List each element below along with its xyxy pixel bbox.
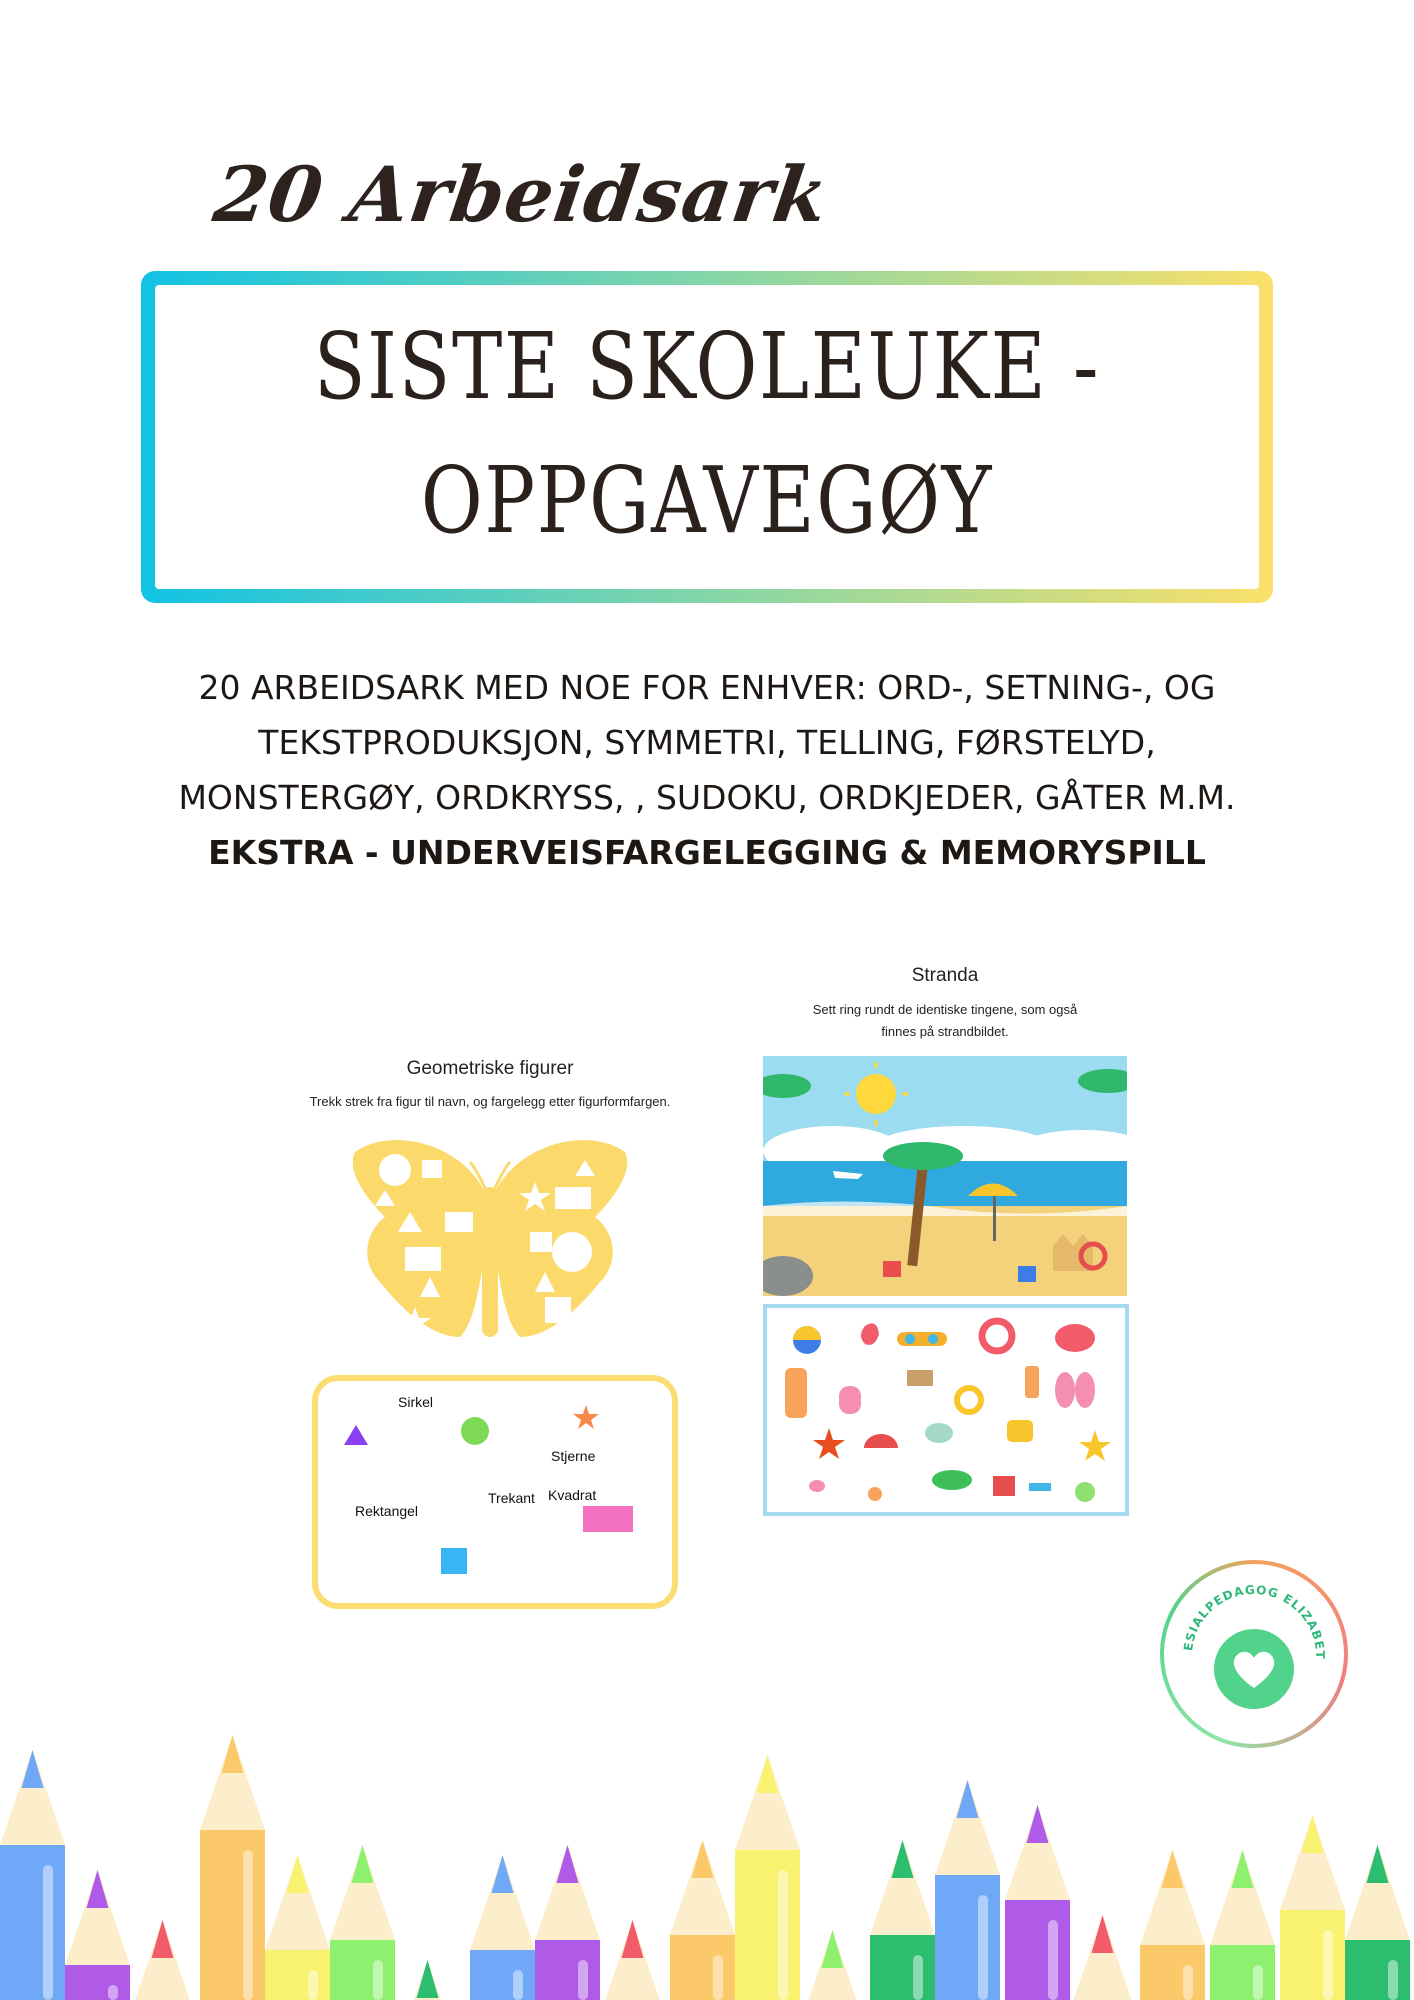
circle-shape [461, 1417, 489, 1445]
pencil [600, 1920, 665, 2000]
pencil [330, 1845, 395, 2000]
pencil [1005, 1805, 1070, 2000]
description-line-2: TEKSTPRODUKSJON, SYMMETRI, TELLING, FØRSTELYD, [258, 723, 1156, 762]
pencil [870, 1840, 935, 2000]
pencil [0, 1750, 65, 2000]
geometry-title: Geometriske figurer [406, 1058, 574, 1079]
label-rektangel: Rektangel [355, 1503, 419, 1519]
title-frame [141, 271, 1273, 603]
pencil [130, 1920, 195, 2000]
pencil [200, 1735, 265, 2000]
beach-objects-panel [763, 1304, 1129, 1516]
beach-scene [763, 1056, 1127, 1296]
description-line-3: MONSTERGØY, ORDKRYSS, , SUDOKU, ORDKJEDER, GÅTER M.M. [178, 778, 1236, 817]
description-line-1: 20 ARBEIDSARK MED NOE FOR ENHVER: ORD-, SETNING-, OG [198, 668, 1216, 707]
pencil [1345, 1845, 1410, 2000]
star-shape [573, 1405, 599, 1429]
label-kvadrat: Kvadrat [548, 1487, 597, 1503]
pencil [1140, 1850, 1205, 2000]
cover-subtitle: 20 Arbeidsark [208, 150, 834, 239]
square-shape [441, 1548, 467, 1574]
pencil [65, 1870, 130, 2000]
label-trekant: Trekant [488, 1490, 535, 1506]
beach-title: Stranda [911, 965, 979, 986]
beach-instruction-line-1: Sett ring rundt de identiske tingene, som også [812, 1002, 1078, 1017]
triangle-shape [344, 1425, 368, 1445]
logo-text: ESIALPEDAGOG ELIZABET [1181, 1582, 1328, 1660]
title-panel [155, 285, 1259, 589]
butterfly-illustration [350, 1132, 630, 1347]
pencil [535, 1845, 600, 2000]
rectangle-shape [583, 1506, 633, 1532]
pencil-border [0, 1630, 1414, 2000]
pencil [735, 1755, 800, 2000]
pencil [395, 1960, 460, 2000]
pencil [1070, 1915, 1135, 2000]
label-stjerne: Stjerne [551, 1448, 596, 1464]
beach-instruction-line-2: finnes på strandbildet. [881, 1024, 1009, 1039]
pencil [470, 1855, 535, 2000]
title-line-1: SISTE SKOLEUKE - [313, 313, 1101, 420]
shape-matching-box [312, 1375, 678, 1609]
pencil [1210, 1850, 1275, 2000]
pencil [670, 1840, 735, 2000]
pencil [800, 1930, 865, 2000]
geometry-instruction: Trekk strek fra figur til navn, og fargelegg etter figurformfargen. [309, 1094, 671, 1109]
description-bold-line: EKSTRA - UNDERVEISFARGELEGGING & MEMORYSPILL [208, 833, 1206, 872]
pencil [935, 1780, 1000, 2000]
label-sirkel: Sirkel [398, 1394, 434, 1410]
shape-set [318, 1381, 660, 1591]
pencil [1280, 1815, 1345, 2000]
title-line-2: OPPGAVEGØY [420, 447, 994, 554]
description [140, 660, 1274, 880]
pencil [265, 1855, 330, 2000]
